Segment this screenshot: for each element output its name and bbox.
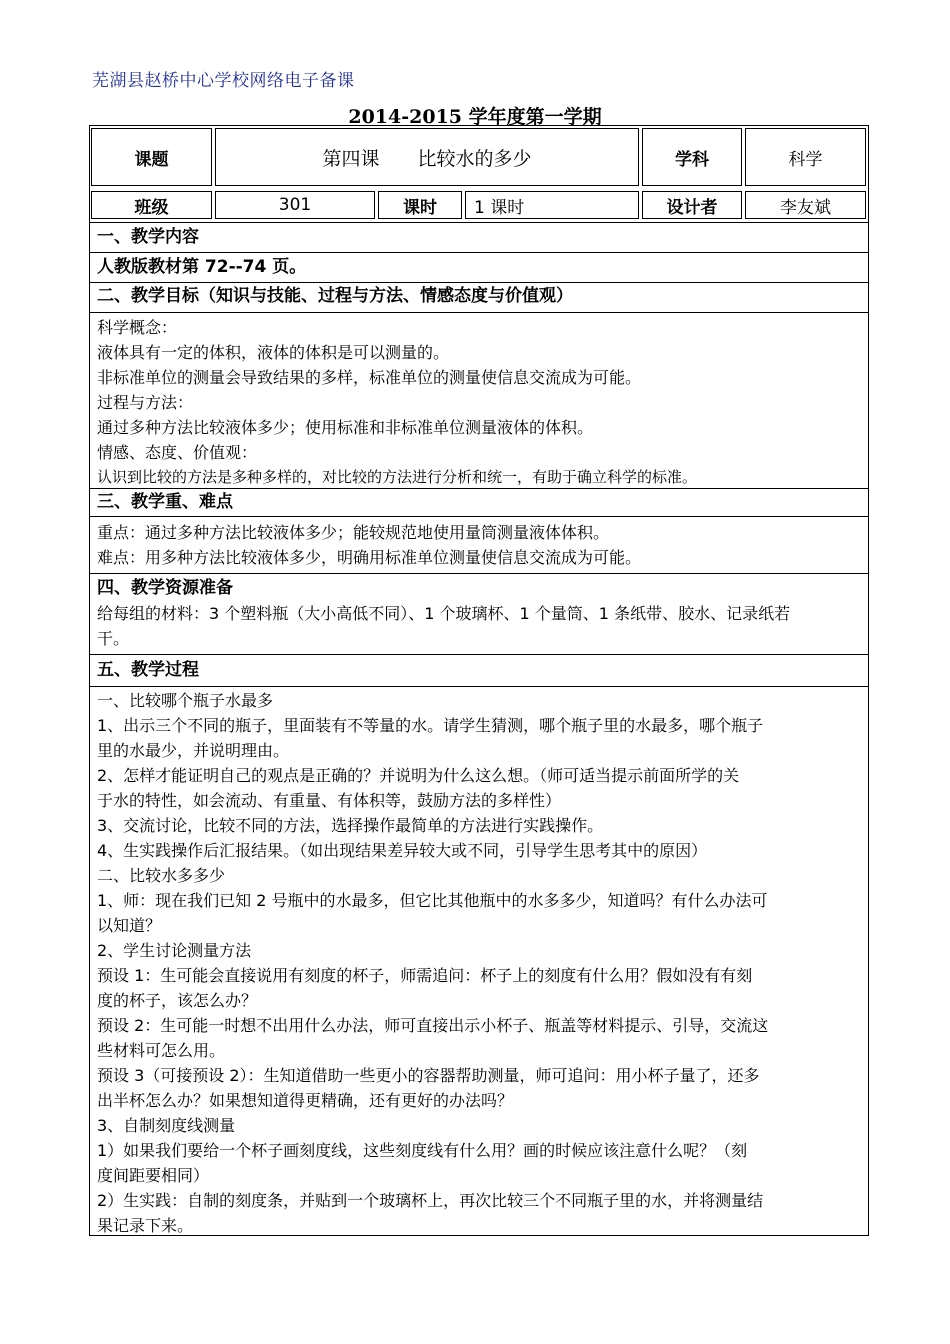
section-process-body	[89, 687, 869, 1236]
period-value: 1 课时	[465, 191, 639, 219]
process-line: 预设 3（可接预设 2）：生知道借助一些更小的容器帮助测量，师可追问：用小杯子量了，还多	[97, 1066, 760, 1085]
process-line: 2、怎样才能证明自己的观点是正确的？并说明为什么这么想。（师可适当提示前面所学的关	[97, 766, 740, 785]
key-line: 重点：通过多种方法比较液体多少；能较规范地使用量筒测量液体体积。	[97, 523, 610, 542]
class-value: 301	[215, 191, 375, 219]
goals-line: 过程与方法：	[97, 393, 194, 412]
section-resources-heading: 四、教学资源准备	[97, 578, 233, 598]
process-line: 一、比较哪个瓶子水最多	[97, 691, 274, 710]
section-content-header-row	[89, 222, 869, 253]
process-line: 二、比较水多多少	[97, 866, 226, 885]
topic-label: 课题	[91, 128, 212, 186]
section-resources	[89, 574, 869, 655]
key-line: 难点：用多种方法比较液体多少，明确用标准单位测量使信息交流成为可能。	[97, 548, 642, 567]
section-key-heading: 三、教学重、难点	[97, 492, 233, 512]
section-goals-heading: 二、教学目标（知识与技能、过程与方法、情感态度与价值观）	[97, 286, 573, 306]
subject-value: 科学	[745, 128, 866, 186]
goals-line: 通过多种方法比较液体多少；使用标准和非标准单位测量液体的体积。	[97, 418, 594, 437]
process-line: 度的杯子，该怎么办？	[97, 991, 258, 1010]
goals-line: 液体具有一定的体积，液体的体积是可以测量的。	[97, 343, 450, 362]
process-line: 3、自制刻度线测量	[97, 1116, 236, 1135]
section-process-header-row	[89, 655, 869, 687]
section-process-heading: 五、教学过程	[97, 660, 199, 680]
process-line: 度间距要相同）	[97, 1166, 210, 1185]
resources-line: 干。	[97, 629, 130, 648]
section-key-header-row	[89, 489, 869, 517]
resources-line: 给每组的材料：3 个塑料瓶（大小高低不同）、1 个玻璃杯、1 个量筒、1 条纸带、胶水、记录纸若	[97, 604, 791, 623]
goals-line: 科学概念：	[97, 318, 178, 337]
process-line: 些材料可怎么用。	[97, 1041, 226, 1060]
section-content-body-row	[89, 253, 869, 283]
section-content-text: 人教版教材第 72--74 页。	[97, 257, 307, 277]
process-line: 2）生实践：自制的刻度条，并贴到一个玻璃杯上，再次比较三个不同瓶子里的水，并将测量结	[97, 1191, 764, 1210]
process-line: 4、生实践操作后汇报结果。（如出现结果差异较大或不同，引导学生思考其中的原因）	[97, 841, 708, 860]
period-label: 课时	[378, 191, 462, 219]
process-line: 预设 1：生可能会直接说用有刻度的杯子，师需追问：杯子上的刻度有什么用？假如没有有刻	[97, 966, 753, 985]
class-label: 班级	[91, 191, 212, 219]
topic-value: 第四课 比较水的多少	[215, 128, 639, 186]
process-line: 于水的特性，如会流动、有重量、有体积等，鼓励方法的多样性）	[97, 791, 562, 810]
designer-label: 设计者	[642, 191, 742, 219]
section-goals-body	[89, 313, 869, 489]
process-line: 以知道？	[97, 916, 162, 935]
section-content-heading: 一、教学内容	[97, 227, 199, 247]
subject-label: 学科	[642, 128, 742, 186]
section-key-body	[89, 517, 869, 574]
process-line: 出半杯怎么办？如果想知道得更精确，还有更好的办法吗？	[97, 1091, 514, 1110]
goals-line: 情感、态度、价值观：	[97, 443, 258, 462]
designer-value: 李友斌	[745, 191, 866, 219]
process-line: 2、学生讨论测量方法	[97, 941, 252, 960]
process-line: 里的水最少，并说明理由。	[97, 741, 290, 760]
process-line: 果记录下来。	[97, 1216, 194, 1235]
process-line: 1、师：现在我们已知 2 号瓶中的水最多，但它比其他瓶中的水多多少，知道吗？有什么办法可	[97, 891, 768, 910]
document-title: 2014-2015 学年度第一学期	[348, 106, 602, 128]
goals-line: 认识到比较的方法是多种多样的，对比较的方法进行分析和统一，有助于确立科学的标准。	[97, 468, 698, 486]
process-line: 3、交流讨论，比较不同的方法，选择操作最简单的方法进行实践操作。	[97, 816, 604, 835]
goals-line: 非标准单位的测量会导致结果的多样，标准单位的测量使信息交流成为可能。	[97, 368, 642, 387]
process-line: 1、出示三个不同的瓶子，里面装有不等量的水。请学生猜测，哪个瓶子里的水最多，哪个瓶子	[97, 716, 764, 735]
section-goals-header-row	[89, 283, 869, 313]
process-line: 1）如果我们要给一个杯子画刻度线，这些刻度线有什么用？画的时候应该注意什么呢？（刻	[97, 1141, 748, 1160]
school-header-note: 芜湖县赵桥中心学校网络电子备课	[92, 71, 355, 91]
process-line: 预设 2：生可能一时想不出用什么办法，师可直接出示小杯子、瓶盖等材料提示、引导，交流这	[97, 1016, 769, 1035]
